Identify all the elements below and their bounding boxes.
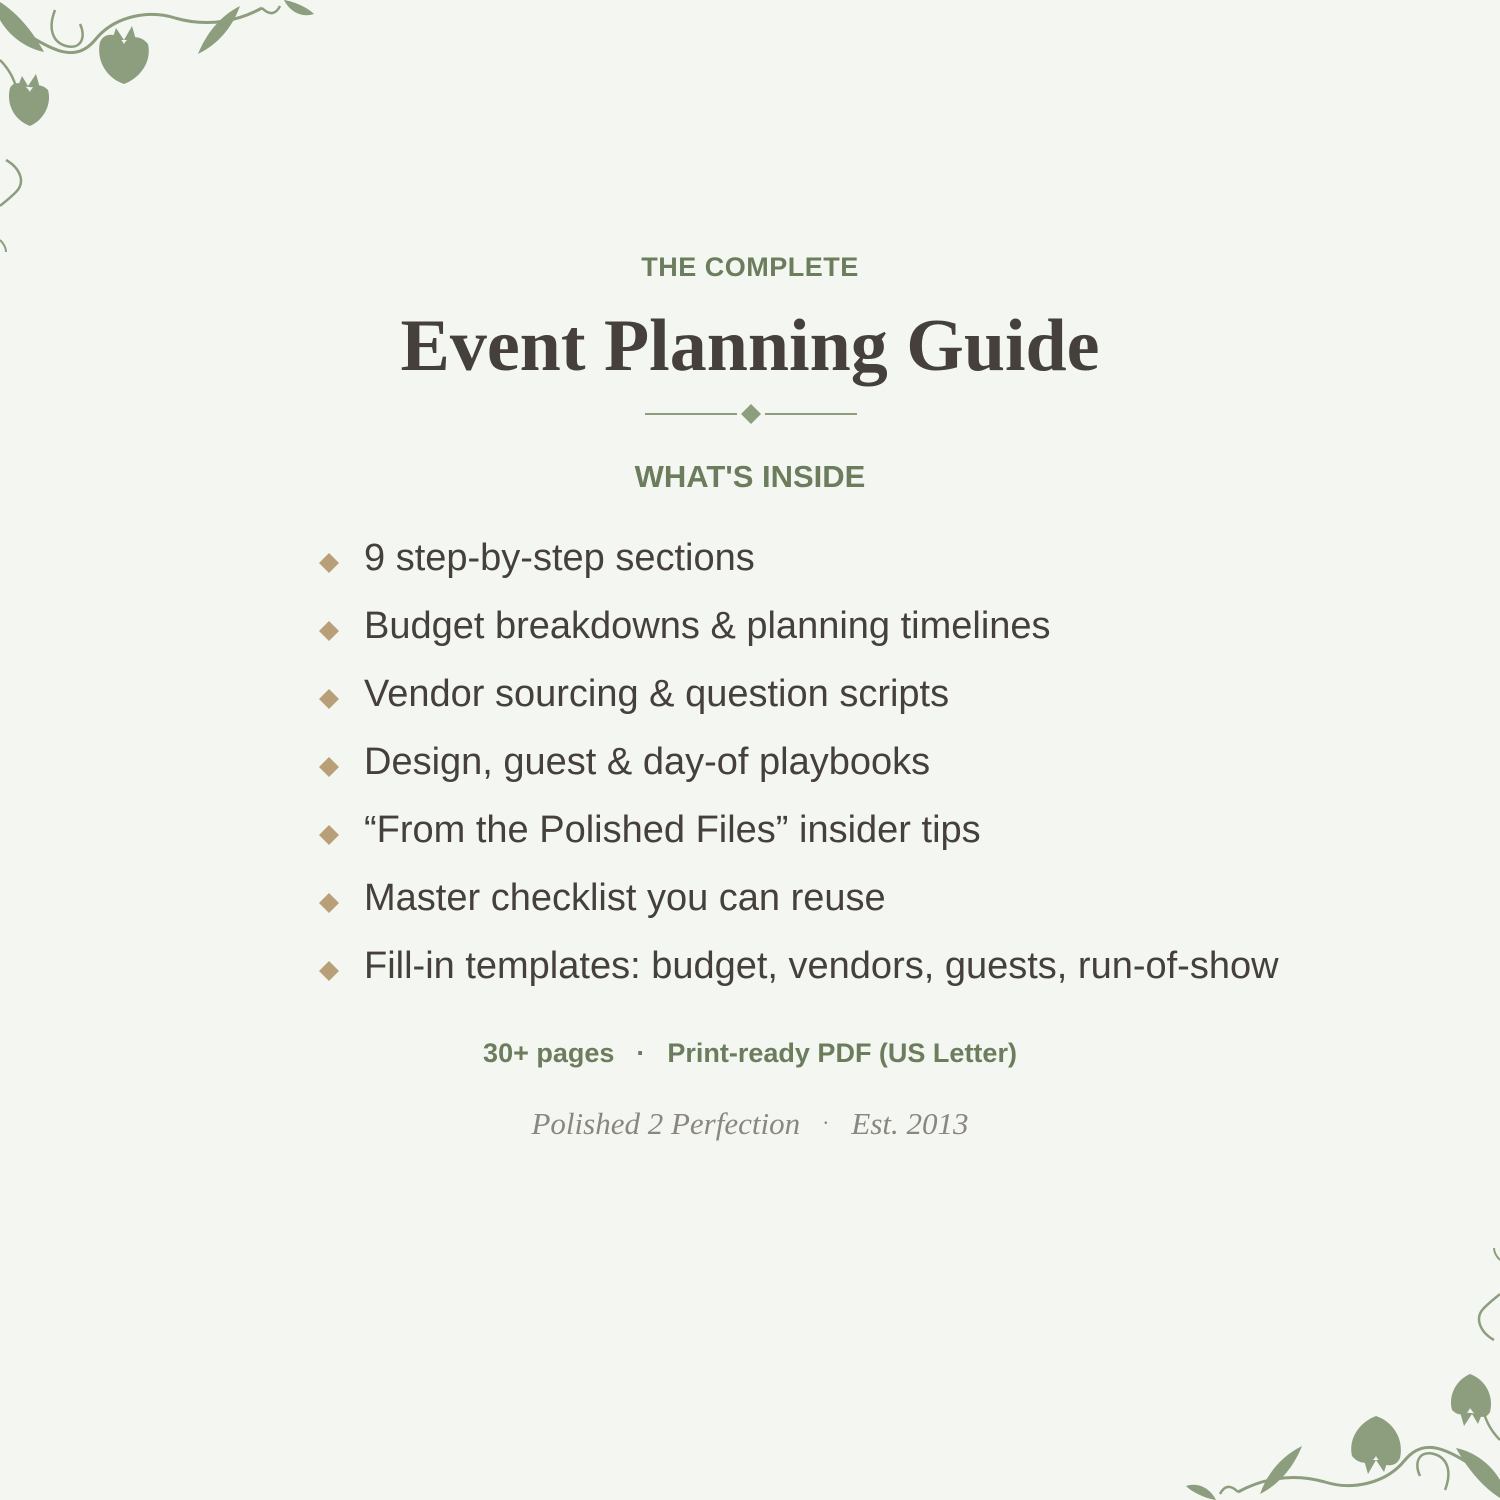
- floral-corner-bottom-right-icon: [1170, 1240, 1500, 1500]
- eyebrow-label: THE COMPLETE: [641, 252, 859, 282]
- list-item-text: Fill-in templates: budget, vendors, guests, run-of-show: [364, 945, 1279, 987]
- brand-name: Polished 2 Perfection: [531, 1106, 801, 1141]
- list-item-text: Master checklist you can reuse: [364, 877, 886, 919]
- diamond-bullet-icon: [318, 737, 364, 783]
- list-item: [318, 533, 1279, 601]
- diamond-bullet-icon: [318, 601, 364, 647]
- list-item: [318, 873, 1279, 941]
- list-item-text: Design, guest & day-of playbooks: [364, 741, 931, 783]
- brand-footer: [0, 1104, 1500, 1143]
- list-item: [318, 737, 1279, 805]
- diamond-bullet-icon: [318, 873, 364, 919]
- established-year: Est. 2013: [851, 1106, 969, 1141]
- list-item-text: 9 step-by-step sections: [364, 537, 755, 579]
- diamond-bullet-icon: [318, 533, 364, 579]
- list-item-text: “From the Polished Files” insider tips: [364, 809, 981, 851]
- list-item: [318, 805, 1279, 873]
- meta-separator: ·: [636, 1038, 646, 1068]
- list-item: [318, 669, 1279, 737]
- list-item: [318, 601, 1279, 669]
- diamond-bullet-icon: [318, 669, 364, 715]
- list-item-text: Vendor sourcing & question scripts: [364, 673, 950, 715]
- whats-inside-heading: WHAT'S INSIDE: [634, 459, 866, 494]
- file-format: Print-ready PDF (US Letter): [667, 1038, 1017, 1068]
- page-title: Event Planning Guide: [400, 305, 1100, 387]
- list-item: [318, 941, 1279, 1009]
- floral-corner-top-left-icon: [0, 0, 330, 260]
- diamond-divider-icon: [645, 403, 857, 425]
- footer-separator: ·: [822, 1110, 830, 1135]
- page-count: 30+ pages: [483, 1038, 615, 1068]
- diamond-bullet-icon: [318, 941, 364, 987]
- product-meta: [0, 1036, 1500, 1070]
- diamond-bullet-icon: [318, 805, 364, 851]
- feature-list: [318, 533, 1279, 1009]
- list-item-text: Budget breakdowns & planning timelines: [364, 605, 1051, 647]
